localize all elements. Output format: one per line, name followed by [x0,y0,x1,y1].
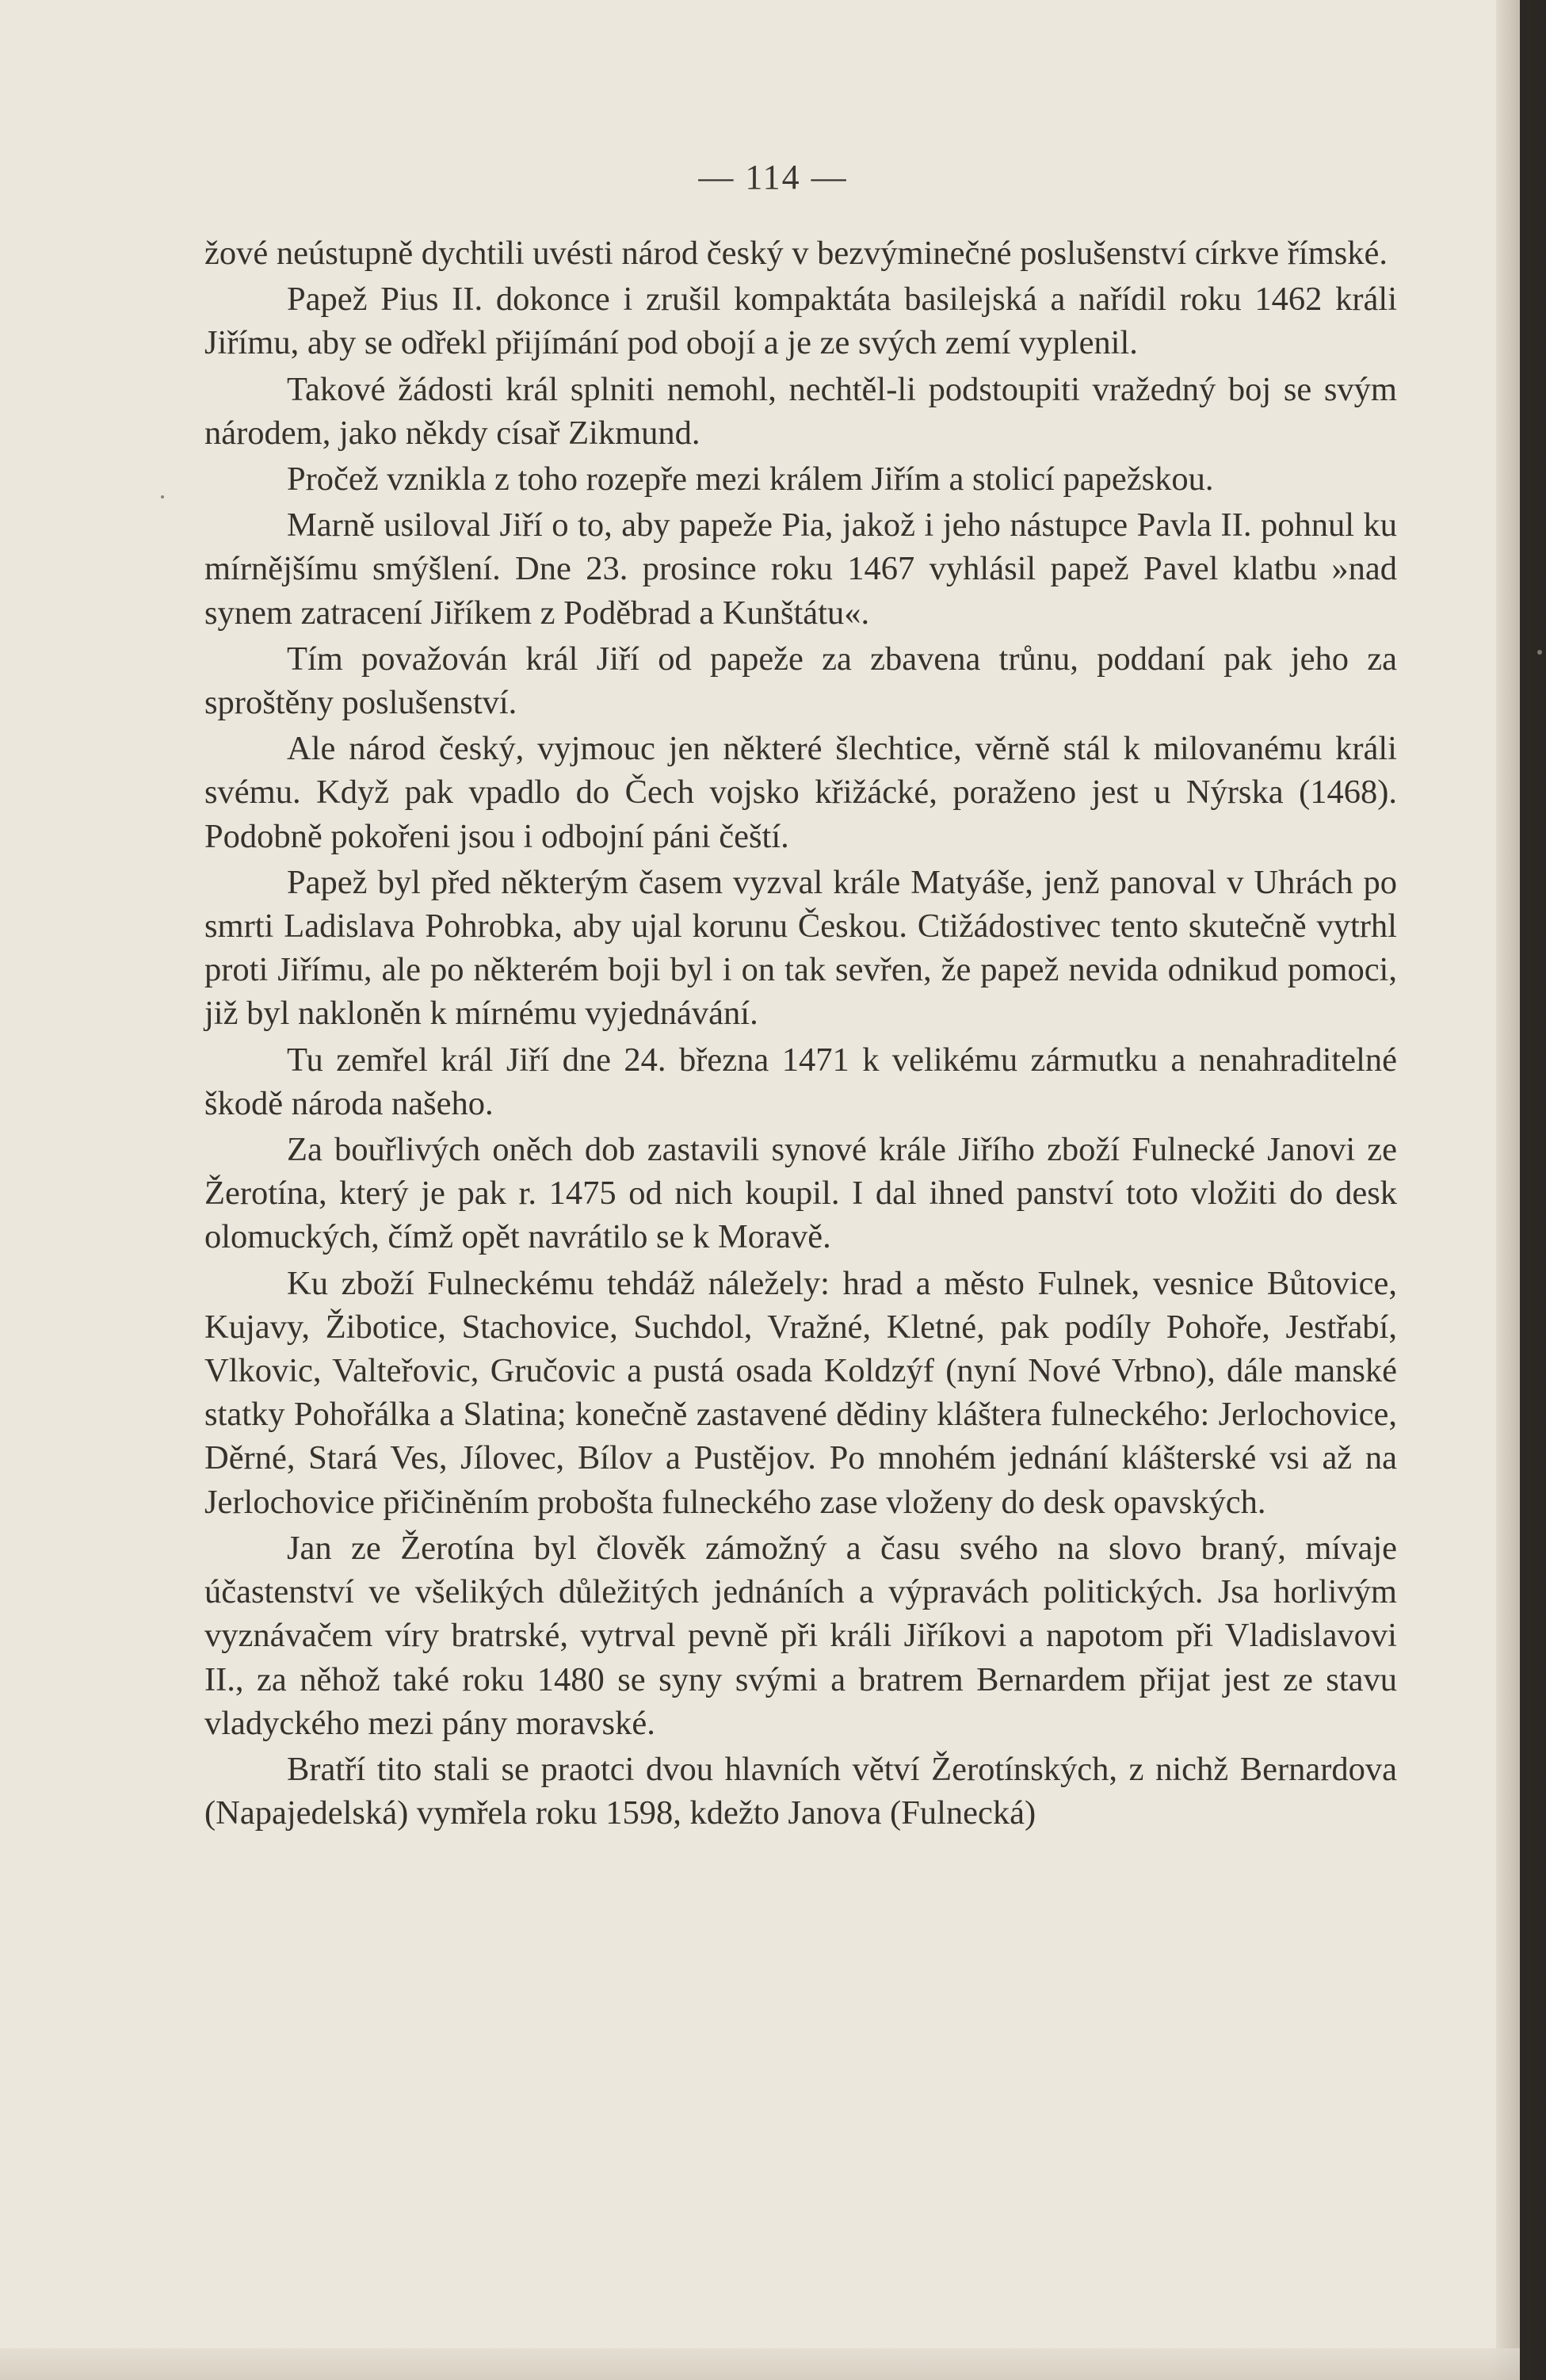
body-text [204,231,1397,1835]
paragraph: Papež Pius II. dokonce i zrušil kompaktáta basilejská a nařídil roku 1462 králi Jiřímu, aby se odřekl přijímání pod obojí a je ze svých zemí vyplenil. [204,281,1397,362]
page-edge-shadow [1491,0,1546,2380]
page-bottom-edge [0,2348,1520,2380]
paragraph: Pročež vznikla z toho rozepře mezi králem Jiřím a stolicí papežskou. [287,460,1214,499]
paper-speck [161,495,164,499]
paragraph: Papež byl před některým časem vyzval krále Matyáše, jenž panoval v Uhrách po smrti Ladislava Pohrobka, aby ujal korunu Českou. Ctižádostivec tento skutečně vytrhl proti Jiřímu, ale po některém boji byl i on tak sevřen, že papež nevida odnikud pomoci, již byl nakloněn k mírnému vyjednávání. [204,863,1397,1033]
paragraph: Marně usiloval Jiří o to, aby papeže Pia, jakož i jeho nástupce Pavla II. pohnul ku mírnějšímu smýšlení. Dne 23. prosince roku 1467 vyhlásil papež Pavel klatbu »nad synem zatracení Jiříkem z Poděbrad a Kunštátu«. [204,506,1397,632]
page-number: — 114 — [698,158,848,197]
paragraph: Tu zemřel král Jiří dne 24. března 1471 k velikému zármutku a nenahraditelné škodě národa našeho. [204,1041,1397,1122]
paragraph: Takové žádosti král splniti nemohl, nechtěl-li podstoupiti vražedný boj se svým národem, jako někdy císař Zikmund. [204,370,1397,452]
paragraph: Ku zboží Fulneckému tehdáž náležely: hrad a město Fulnek, vesnice Bůtovice, Kujavy, Žibotice, Stachovice, Suchdol, Vražné, Kletné, pak podíly Pohoře, Jestřabí, Vlkovic, Valteřovic, Gručovic a pustá osada Koldzýf (nyní Nové Vrbno), dále manské statky Pohořálka a Slatina; konečně zastavené dědiny kláštera fulneckého: Jerlochovice, Děrné, Stará Ves, Jílovec, Bílov a Pustějov. Po mnohém jednání klášterské vsi až na Jerlochovice přičiněním probošta fulneckého zase vloženy do desk opavských. [204,1264,1397,1521]
paragraph: Tím považován král Jiří od papeže za zbavena trůnu, poddaní pak jeho za sproštěny poslušenství. [204,640,1397,722]
paragraph: Za bouřlivých oněch dob zastavili synové krále Jiřího zboží Fulnecké Janovi ze Žerotína, který je pak r. 1475 od nich koupil. I dal ihned panství toto vložiti do desk olomuckých, čímž opět navrátilo se k Moravě. [204,1131,1397,1256]
paragraph: žové neústupně dychtili uvésti národ český v bezvýminečné poslušenství církve římské. [204,235,1388,272]
paragraph: Bratří tito stali se praotci dvou hlavních větví Žerotínských, z nichž Bernardova (Napajedelská) vymřela roku 1598, kdežto Janova (Fulnecká) [204,1750,1397,1832]
paragraph: Jan ze Žerotína byl člověk zámožný a času svého na slovo braný, mívaje účastenství ve všelikých důležitých jednáních a výpravách politických. Jsa horlivým vyznávačem víry bratrské, vytrval pevně při králi Jiříkovi a napotom při Vladislavovi II., za něhož také roku 1480 se syny svými a bratrem Bernardem přijat jest ze stavu vladyckého mezi pány moravské. [204,1529,1397,1742]
paragraph: Ale národ český, vyjmouc jen některé šlechtice, věrně stál k milovanému králi svému. Když pak vpadlo do Čech vojsko křižácké, poraženo jest u Nýrska (1468). Podobně pokořeni jsou i odbojní páni čeští. [204,730,1397,855]
